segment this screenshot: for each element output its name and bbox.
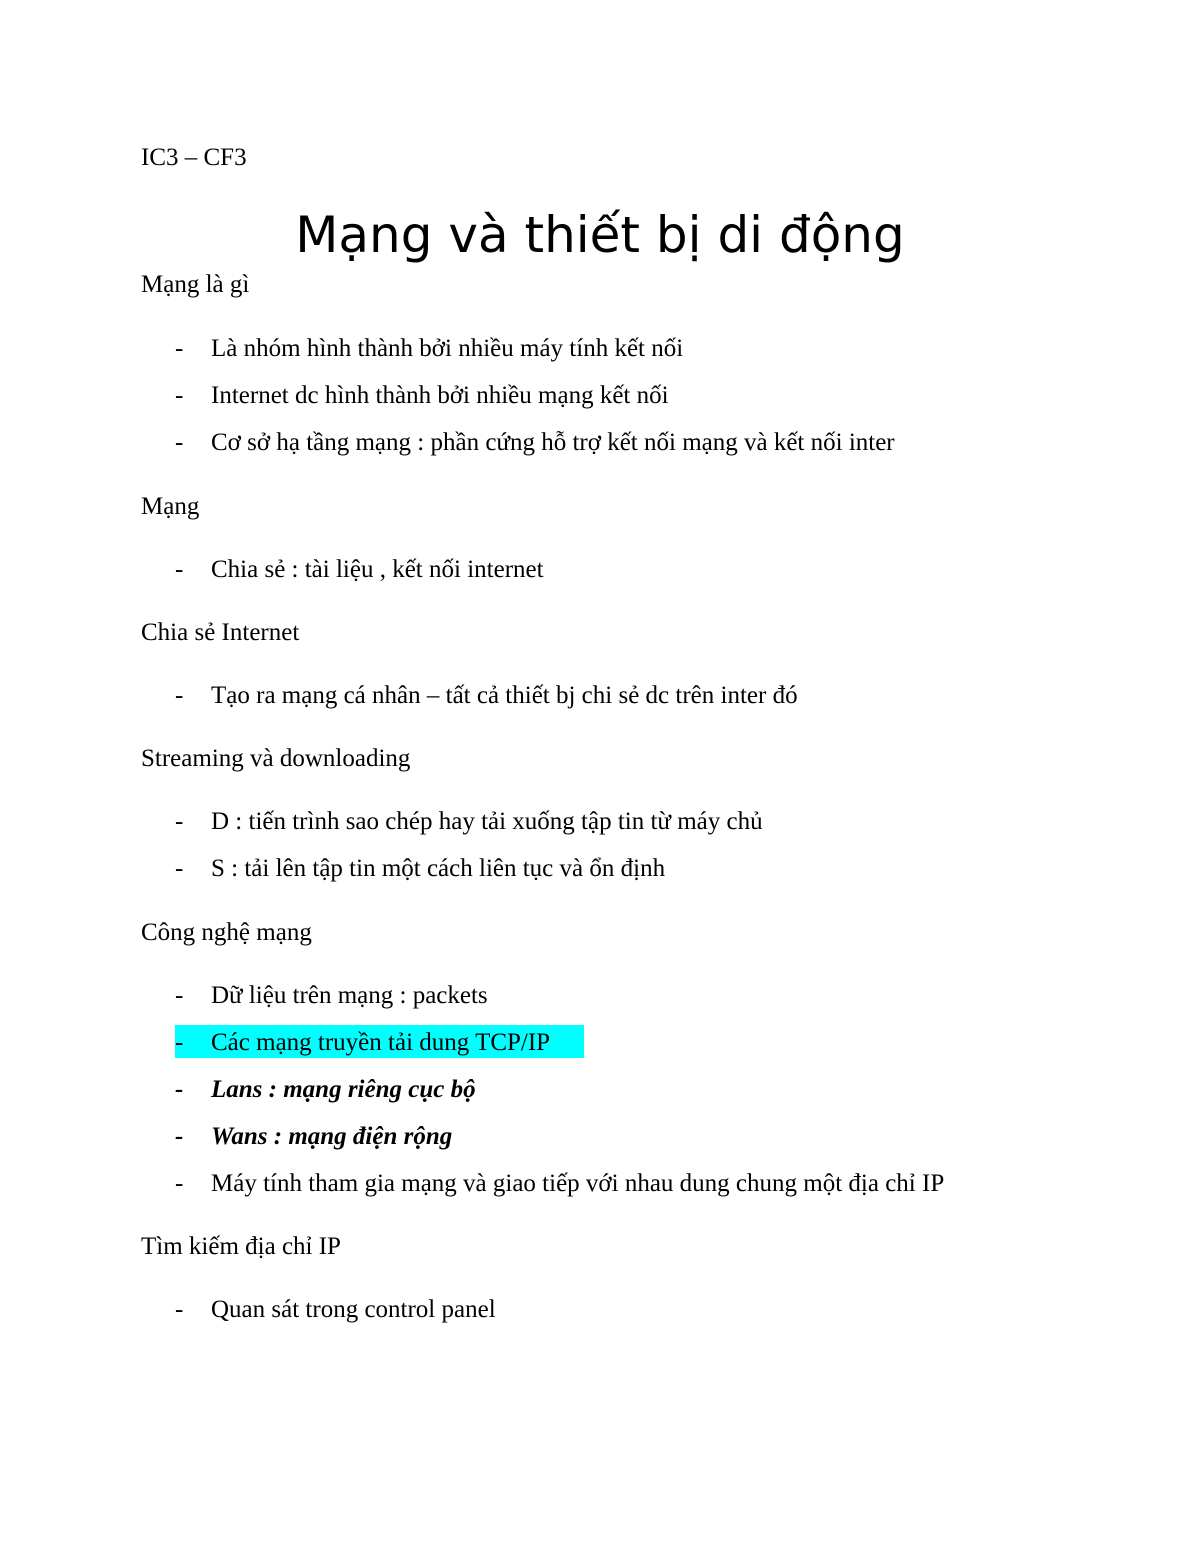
list-bullet: - bbox=[175, 982, 184, 1009]
list-item: Chia sẻ : tài liệu , kết nối internet bbox=[211, 556, 544, 583]
list-item-emphasized: Wans : mạng điện rộng bbox=[211, 1123, 453, 1150]
list-item: Dữ liệu trên mạng : packets bbox=[211, 982, 488, 1009]
list-bullet: - bbox=[175, 1029, 184, 1056]
list-item: Cơ sở hạ tầng mạng : phần cứng hỗ trợ kết nối mạng và kết nối inter bbox=[211, 429, 895, 456]
list-bullet: - bbox=[175, 1076, 184, 1103]
list-bullet: - bbox=[175, 429, 184, 456]
page-title: Mạng và thiết bị di động bbox=[295, 206, 905, 264]
section-heading: Tìm kiếm địa chỉ IP bbox=[141, 1233, 341, 1260]
list-item-emphasized: Lans : mạng riêng cục bộ bbox=[211, 1076, 476, 1103]
list-item: Internet dc hình thành bởi nhiều mạng kết nối bbox=[211, 382, 669, 409]
list-bullet: - bbox=[175, 335, 184, 362]
document-code: IC3 – CF3 bbox=[141, 144, 247, 171]
list-bullet: - bbox=[175, 382, 184, 409]
list-item: Là nhóm hình thành bởi nhiều máy tính kết nối bbox=[211, 335, 684, 362]
list-bullet: - bbox=[175, 1296, 184, 1323]
list-bullet: - bbox=[175, 808, 184, 835]
list-item-highlighted: Các mạng truyền tải dung TCP/IP bbox=[211, 1029, 551, 1056]
list-bullet: - bbox=[175, 1170, 184, 1197]
list-bullet: - bbox=[175, 1123, 184, 1150]
section-heading: Streaming và downloading bbox=[141, 745, 411, 772]
list-item: Máy tính tham gia mạng và giao tiếp với nhau dung chung một địa chỉ IP bbox=[211, 1170, 945, 1197]
list-item: D : tiến trình sao chép hay tải xuống tập tin từ máy chủ bbox=[211, 808, 763, 835]
section-heading: Mạng là gì bbox=[141, 271, 250, 298]
list-item: S : tải lên tập tin một cách liên tục và ổn định bbox=[211, 855, 666, 882]
list-bullet: - bbox=[175, 682, 184, 709]
list-bullet: - bbox=[175, 556, 184, 583]
list-item: Quan sát trong control panel bbox=[211, 1296, 496, 1323]
section-heading: Chia sẻ Internet bbox=[141, 619, 300, 646]
section-heading: Công nghệ mạng bbox=[141, 919, 312, 946]
list-item: Tạo ra mạng cá nhân – tất cả thiết bj chi sẻ dc trên inter đó bbox=[211, 682, 798, 709]
section-heading: Mạng bbox=[141, 493, 200, 520]
list-bullet: - bbox=[175, 855, 184, 882]
